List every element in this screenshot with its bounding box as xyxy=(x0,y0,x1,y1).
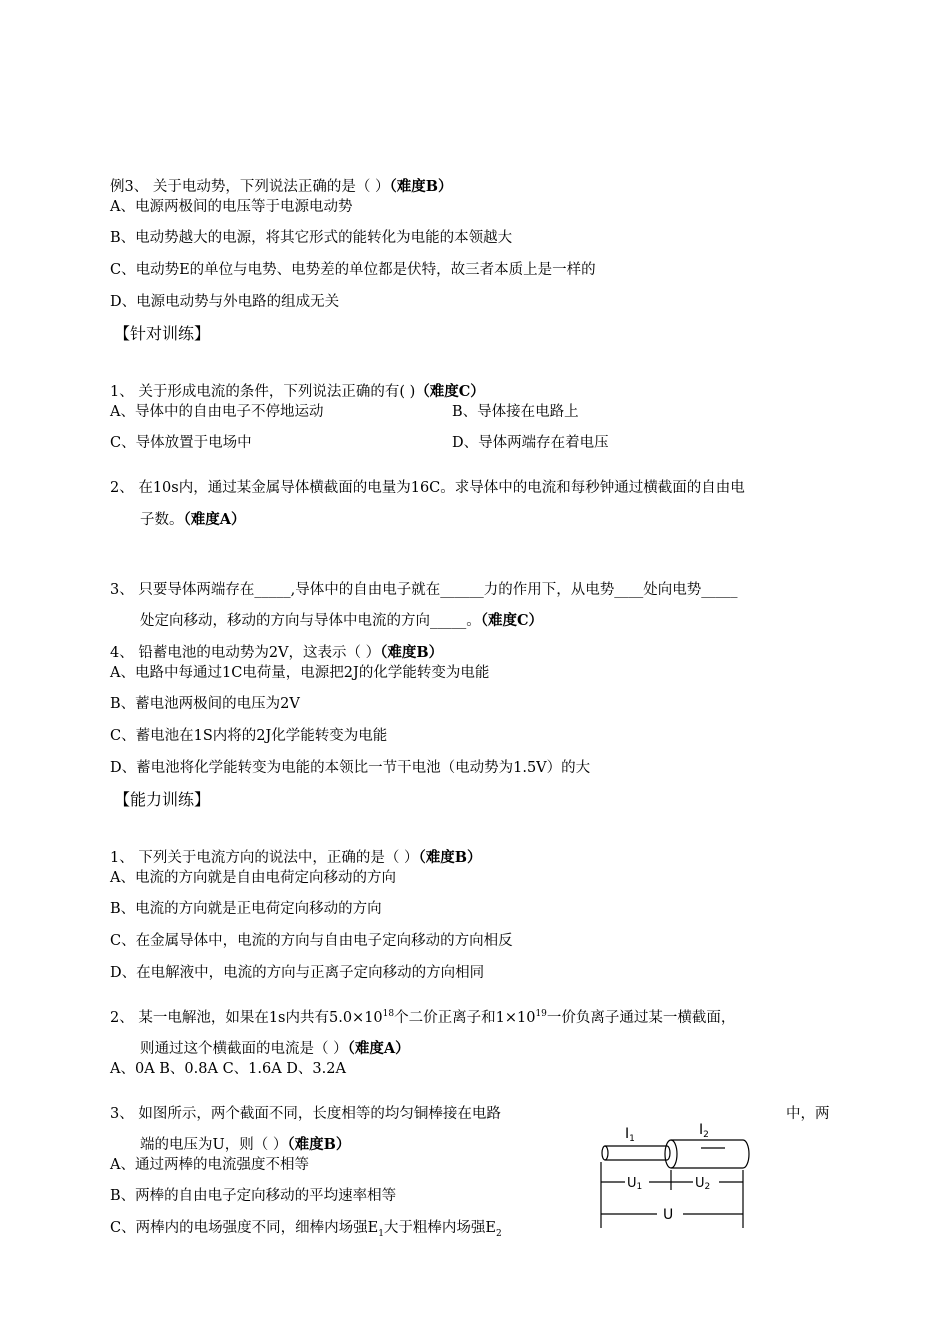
training-q4-option-b: B、蓄电池两极间的电压为2V xyxy=(110,696,300,712)
voltage-u2-label: U2 xyxy=(695,1176,711,1192)
difficulty-label: （难度B） xyxy=(418,849,482,866)
exponent: 19 xyxy=(535,1009,547,1020)
training-q4-option-a: A、电路中每通过1C电荷量，电源把2J的化学能转变为电能 xyxy=(110,665,490,681)
training-q4-option-c: C、蓄电池在1S内将的2J化学能转变为电能 xyxy=(110,728,388,744)
ability-q3-option-b: B、两棒的自由电子定向移动的平均速率相等 xyxy=(110,1188,397,1204)
difficulty-label: （难度A） xyxy=(183,511,246,528)
training-q1-option-c: C、导体放置于电场中 xyxy=(110,435,252,451)
example3-option-c: C、电动势E的单位与电势、电势差的单位都是伏特，故三者本质上是一样的 xyxy=(110,262,596,278)
ability-q3-option-c: C、两棒内的电场强度不同，细棒内场强$E_1$大于粗棒内场强$E_2$ xyxy=(110,1220,502,1239)
ability-q2-line2: 则通过这个横截面的电流是（ ）（难度A） xyxy=(140,1040,410,1057)
difficulty-label: （难度C） xyxy=(415,383,485,400)
ability-q2-options: A、0A B、0.8A C、1.6A D、3.2A xyxy=(110,1061,346,1077)
current-i2-label: $I_2$ xyxy=(699,1122,709,1140)
training-q1-stem: 1、 关于形成电流的条件，下列说法正确的有( )（难度C） xyxy=(110,383,485,400)
subscript: 2 xyxy=(496,1228,502,1239)
ability-q2-line1: 2、 某一电解池，如果在1s内共有$5.0\times 10^{18}$个二价正离子和$1\times 10^{19}$一价负离子通过某一横截面， xyxy=(110,1009,736,1026)
difficulty-label: （难度B） xyxy=(287,1136,351,1153)
ability-q3-option-a: A、通过两棒的电流强度不相等 xyxy=(110,1157,309,1173)
thin-rod xyxy=(605,1146,670,1160)
training-q2-line2: 子数。（难度A） xyxy=(140,511,246,528)
difficulty-label: （难度B） xyxy=(380,644,444,661)
thin-rod-end xyxy=(602,1146,608,1160)
example3-stem: 例3、 关于电动势，下列说法正确的是（ ）（难度B） xyxy=(110,178,453,195)
thick-rod xyxy=(671,1140,749,1168)
training-q2-line1: 2、 在10s内，通过某金属导体横截面的电量为16C。求导体中的电流和每秒钟通过横截面的自由电 xyxy=(110,480,745,496)
ability-q1-option-c: C、在金属导体中，电流的方向与自由电子定向移动的方向相反 xyxy=(110,933,513,949)
training-q3-line2: 处定向移动，移动的方向与导体中电流的方向_____。（难度C） xyxy=(140,612,544,629)
training-q1-option-d: D、导体两端存在着电压 xyxy=(452,435,609,451)
ability-q1-stem: 1、 下列关于电流方向的说法中，正确的是（ ）（难度B） xyxy=(110,849,482,866)
subscript: 1 xyxy=(378,1228,384,1239)
training-q4-option-d: D、蓄电池将化学能转变为电能的本领比一节干电池（电动势为1.5V）的大 xyxy=(110,760,591,776)
training-heading: 【针对训练】 xyxy=(114,324,211,343)
training-q1-option-a: A、导体中的自由电子不停地运动 xyxy=(110,404,324,420)
example3-option-b: B、电动势越大的电源，将其它形式的能转化为电能的本领越大 xyxy=(110,230,513,246)
voltage-u-label: U xyxy=(663,1207,674,1223)
ability-q1-option-b: B、电流的方向就是正电荷定向移动的方向 xyxy=(110,901,382,917)
difficulty-label: （难度B） xyxy=(389,178,453,195)
example3-option-a: A、电源两极间的电压等于电源电动势 xyxy=(110,199,353,215)
voltage-u1-label: U1 xyxy=(627,1176,643,1192)
ability-q3-line1-tail: 中，两 xyxy=(786,1106,830,1122)
ability-q3-line1: 3、 如图所示，两个截面不同，长度相等的均匀铜棒接在电路 xyxy=(110,1106,501,1122)
exponent: 18 xyxy=(382,1009,395,1020)
copper-rods-figure xyxy=(595,1118,755,1236)
difficulty-label: （难度A） xyxy=(347,1040,410,1057)
training-q4-stem: 4、 铅蓄电池的电动势为2V，这表示（ ）（难度B） xyxy=(110,644,444,661)
thick-rod-end xyxy=(665,1140,677,1168)
difficulty-label: （难度C） xyxy=(480,612,544,629)
example3-option-d: D、电源电动势与外电路的组成无关 xyxy=(110,294,340,310)
ability-q1-option-d: D、在电解液中，电流的方向与正离子定向移动的方向相同 xyxy=(110,965,485,981)
current-i1-label: $I_1$ xyxy=(625,1126,635,1144)
training-q3-line1: 3、 只要导体两端存在_____,导体中的自由电子就在______力的作用下，从电势____处向电势_____ xyxy=(110,582,738,598)
ability-q1-option-a: A、电流的方向就是自由电荷定向移动的方向 xyxy=(110,870,396,886)
ability-heading: 【能力训练】 xyxy=(114,790,211,809)
ability-q3-line2: 端的电压为U，则（ ）（难度B） xyxy=(140,1136,351,1153)
training-q1-option-b: B、导体接在电路上 xyxy=(452,404,579,420)
